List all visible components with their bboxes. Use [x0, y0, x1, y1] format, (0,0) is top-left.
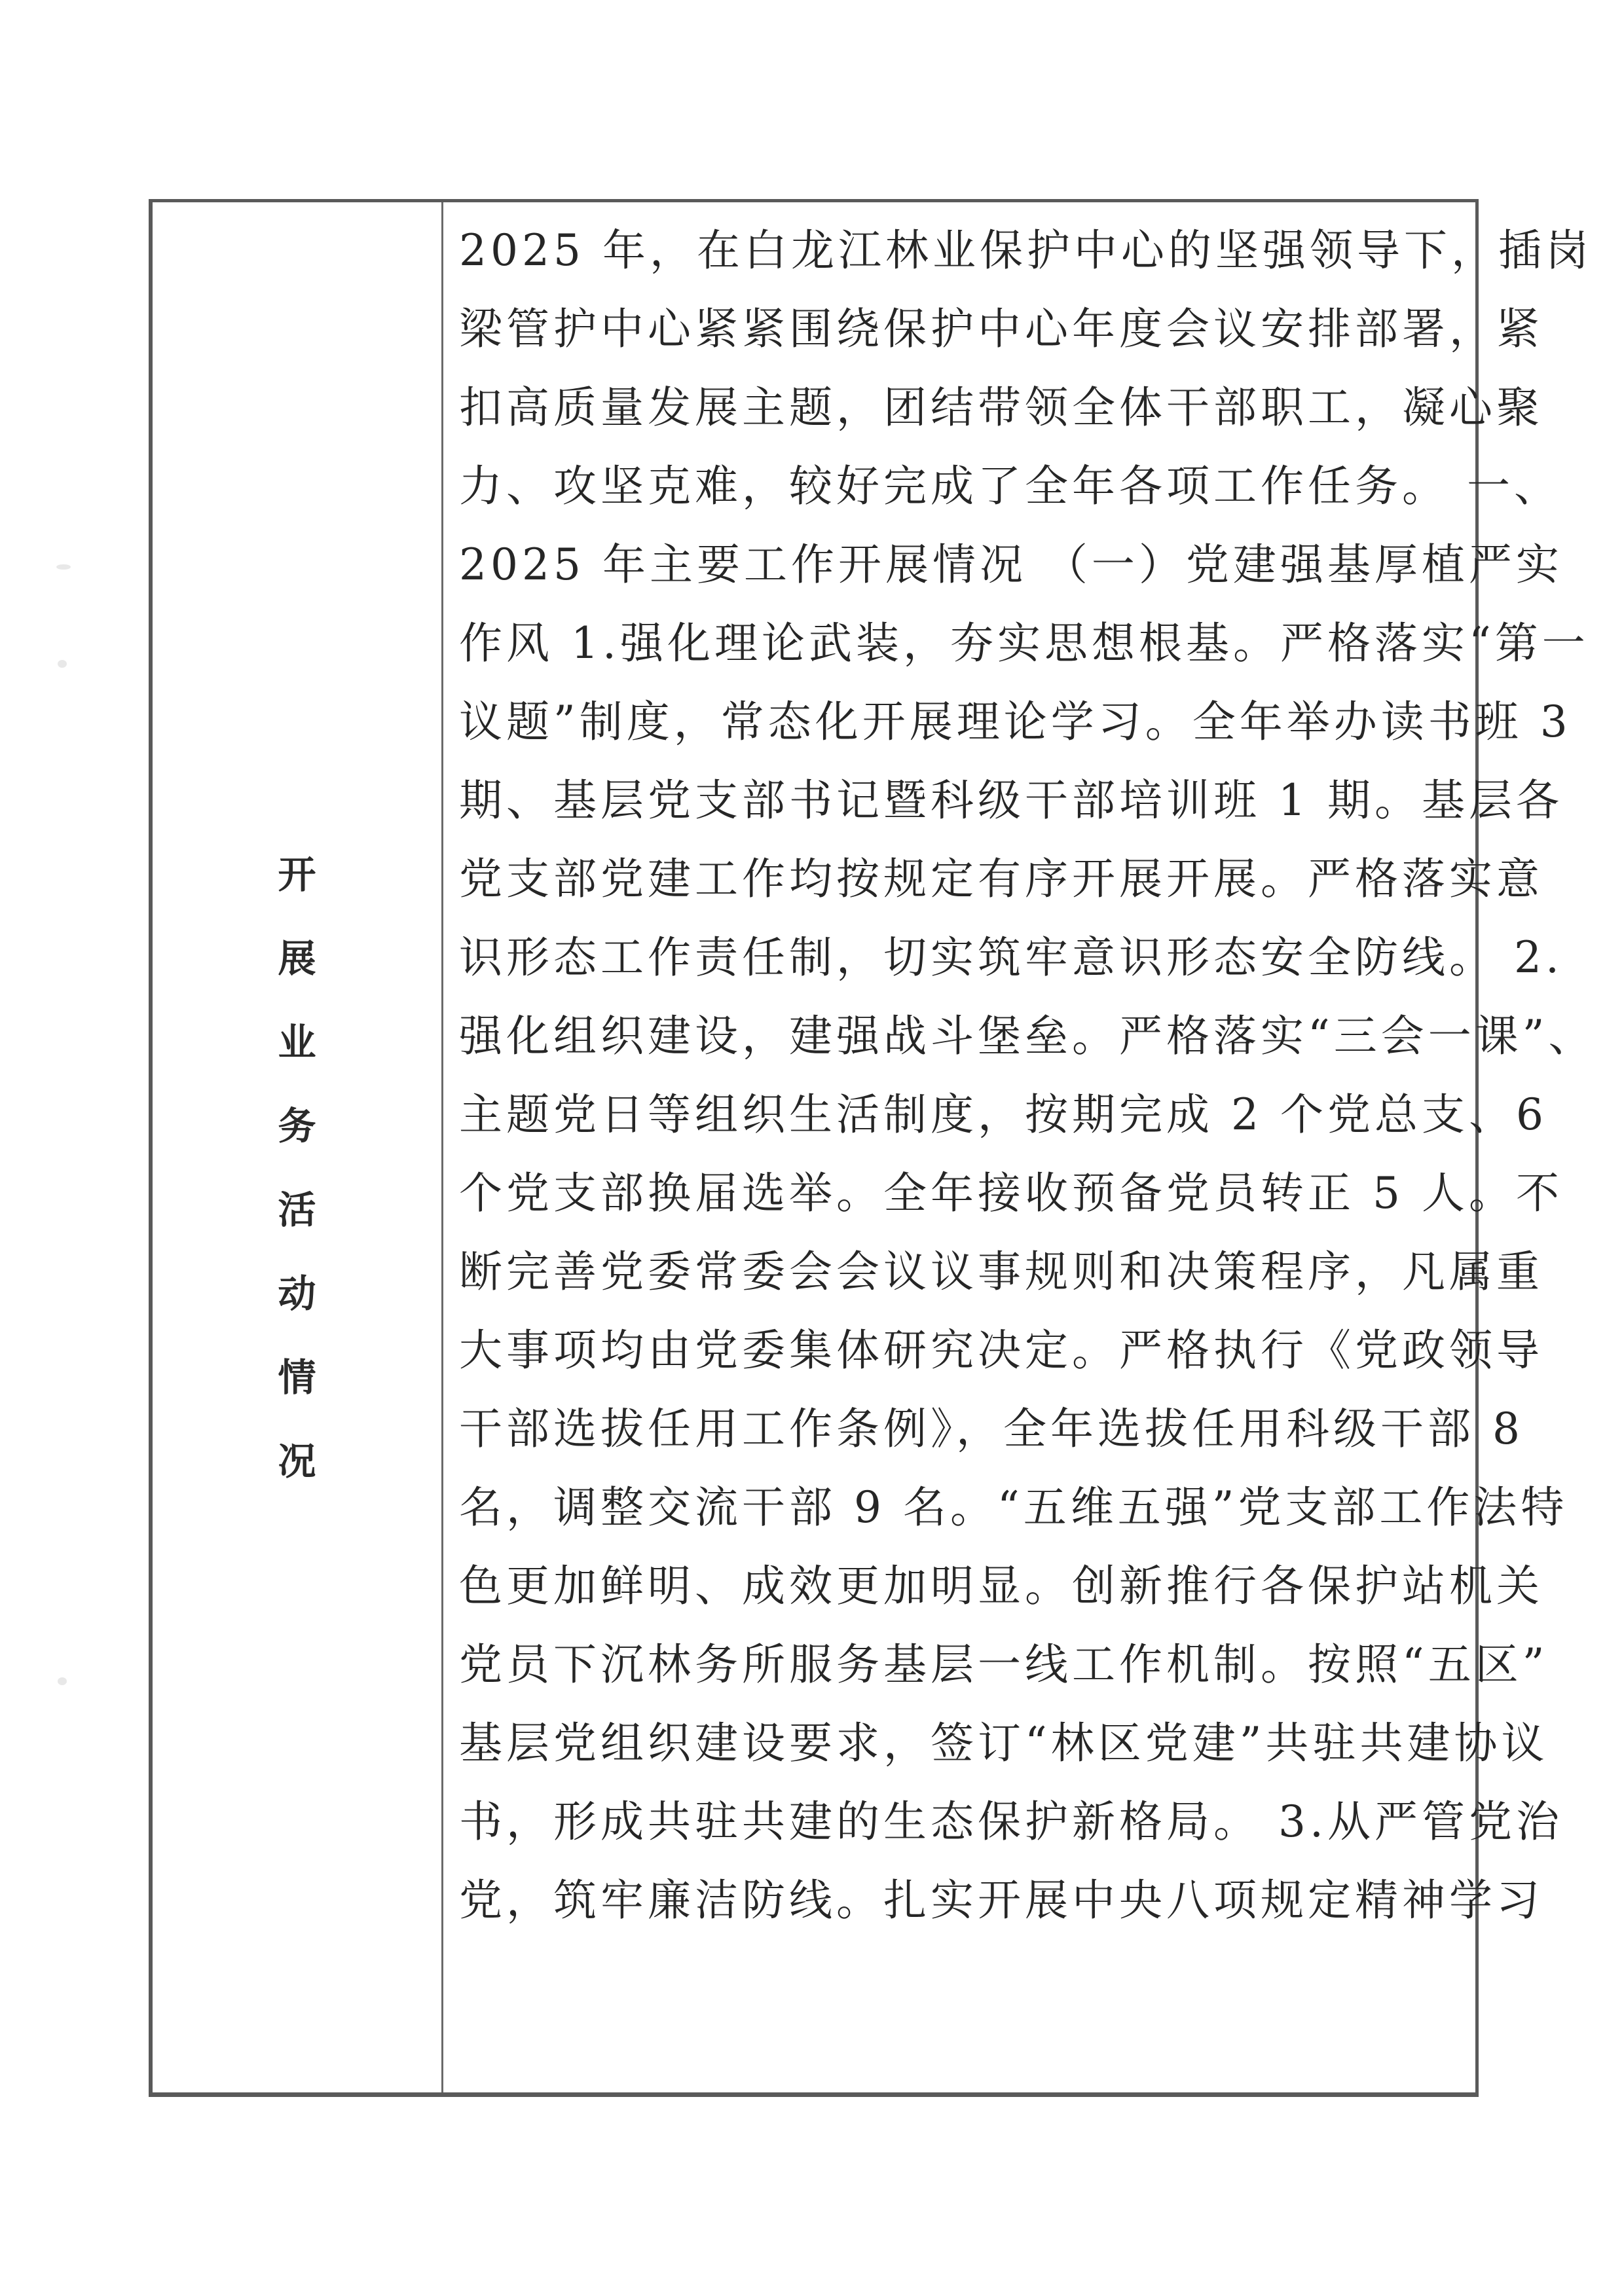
row-label-char: 况	[278, 1439, 316, 1484]
scan-artifact-mark	[58, 1677, 67, 1685]
text-line: 力、攻坚克难，较好完成了全年各项工作任务。 一、	[459, 461, 1561, 511]
row-label-vertical	[153, 833, 441, 1503]
text-line: 基层党组织建设要求，签订“林区党建”共驻共建协议	[459, 1718, 1549, 1768]
row-label-char: 业	[278, 1020, 316, 1065]
text-line: 书，形成共驻共建的生态保护新格局。 3.从严管党治	[459, 1796, 1563, 1847]
row-label-char: 务	[278, 1104, 316, 1148]
activity-report-text	[459, 211, 1596, 1940]
row-label-cell	[153, 202, 441, 2092]
text-line: 议题”制度，常态化开展理论学习。全年举办读书班 3	[459, 697, 1572, 747]
text-line: 期、基层党支部书记暨科级干部培训班 1 期。基层各	[459, 775, 1563, 826]
text-line: 识形态工作责任制，切实筑牢意识形态安全防线。 2.	[459, 932, 1563, 983]
text-line: 主题党日等组织生活制度，按期完成 2 个党总支、6	[459, 1089, 1547, 1140]
text-line: 2025 年，在白龙江林业保护中心的坚强领导下，插岗	[459, 225, 1593, 276]
scan-artifact-mark	[56, 564, 71, 570]
activity-table	[149, 199, 1596, 2097]
text-line: 2025 年主要工作开展情况 （一）党建强基厚植严实	[459, 539, 1563, 590]
text-line: 强化组织建设，建强战斗堡垒。严格落实“三会一课”、	[459, 1011, 1596, 1061]
text-line: 个党支部换届选举。全年接收预备党员转正 5 人。不	[459, 1168, 1563, 1218]
text-line: 断完善党委常委会会议议事规则和决策程序，凡属重	[459, 1247, 1543, 1297]
row-label-char: 动	[278, 1271, 316, 1316]
text-line: 党员下沉林务所服务基层一线工作机制。按照“五区”	[459, 1639, 1549, 1690]
text-line: 干部选拔任用工作条例》，全年选拔任用科级干部 8	[459, 1404, 1524, 1454]
row-label-char: 情	[278, 1355, 316, 1400]
text-line: 名，调整交流干部 9 名。“五维五强”党支部工作法特	[459, 1482, 1568, 1533]
text-line: 梁管护中心紧紧围绕保护中心年度会议安排部署，紧	[459, 304, 1543, 354]
text-line: 色更加鲜明、成效更加明显。创新推行各保护站机关	[459, 1561, 1543, 1611]
text-line: 大事项均由党委集体研究决定。严格执行《党政领导	[459, 1325, 1543, 1376]
row-label-char: 展	[278, 936, 316, 981]
text-line: 作风 1.强化理论武装，夯实思想根基。严格落实“第一	[459, 618, 1589, 668]
row-label-char: 活	[278, 1188, 316, 1232]
text-line: 党支部党建工作均按规定有序开展开展。严格落实意	[459, 854, 1543, 904]
text-line: 党，筑牢廉洁防线。扎实开展中央八项规定精神学习	[459, 1875, 1543, 1925]
content-cell	[443, 202, 1596, 2092]
scan-artifact-mark	[58, 660, 67, 668]
row-label-char: 开	[278, 852, 316, 897]
text-line: 扣高质量发展主题，团结带领全体干部职工，凝心聚	[459, 382, 1543, 433]
